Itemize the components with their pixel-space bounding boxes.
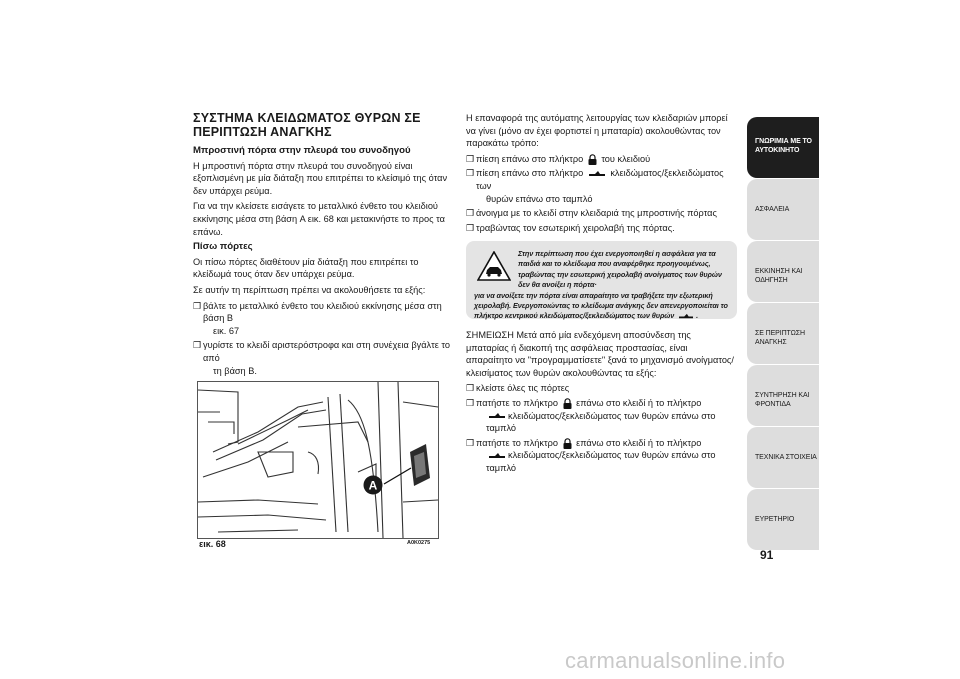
tab-getting-to-know[interactable]: ΓΝΩΡΙΜΙΑ ΜΕ ΤΟ ΑΥΤΟΚΙΝΗΤΟ: [747, 117, 819, 178]
door-lock-switch-icon: [488, 412, 506, 420]
list-item: ❒ βάλτε το μεταλλικό ένθετο του κλειδιού εκκίνησης μέσα στη βάση B εικ. 67: [193, 300, 442, 336]
list-item: ❒ γυρίστε το κλειδί αριστερόστροφα και στη συνέχεια βγάλτε το από τη βάση B.: [193, 340, 451, 376]
warning-box: [466, 241, 737, 319]
figure-caption: εικ. 68: [199, 539, 226, 549]
padlock-icon: [588, 154, 597, 165]
checkbox-bullet-icon: ❒: [466, 437, 475, 448]
tab-emergency[interactable]: ΣΕ ΠΕΡΙΠΤΩΣΗ ΑΝΑΓΚΗΣ: [747, 303, 819, 364]
door-lock-switch-icon: [678, 313, 694, 320]
door-lock-switch-icon: [488, 452, 506, 460]
tab-index[interactable]: ΕΥΡΕΤΗΡΙΟ: [747, 489, 819, 550]
list-item: ❒ πατήστε το πλήκτρο επάνω στο κλειδί ή το πλήκτρο κλειδώματος/ξεκλειδώματος των θυρών επάνω στο ταμπλό: [466, 437, 716, 473]
tab-starting-driving[interactable]: ΕΚΚΙΝΗΣΗ ΚΑΙ ΟΔΗΓΗΣΗ: [747, 241, 819, 302]
tab-safety[interactable]: ΑΣΦΑΛΕΙΑ: [747, 179, 819, 240]
note-section: [466, 329, 736, 477]
left-column: [193, 112, 455, 379]
paragraph: Για να την κλείσετε εισάγετε το μεταλλικό ένθετο του κλειδιού εκκίνησης μέσα στη βάση A εικ. 68 και μετακινήστε το προς τα επάνω.: [193, 201, 445, 237]
checkbox-bullet-icon: ❒: [466, 222, 475, 233]
list-item: ❒ πίεση επάνω στο πλήκτρο του κλειδιού: [466, 153, 651, 164]
page-number: 91: [760, 548, 774, 562]
tab-maintenance[interactable]: ΣΥΝΤΗΡΗΣΗ ΚΑΙ ΦΡΟΝΤΙΔΑ: [747, 365, 819, 426]
door-lock-switch-icon: [588, 170, 606, 178]
paragraph: Σε αυτήν τη περίπτωση πρέπει να ακολουθήσετε τα εξής:: [193, 284, 426, 295]
tab-technical-data[interactable]: ΤΕΧΝΙΚΑ ΣΤΟΙΧΕΙΑ: [747, 427, 819, 488]
checkbox-bullet-icon: ❒: [193, 300, 202, 311]
list-item: ❒ άνοιγμα με το κλειδί στην κλειδαριά της μπροστινής πόρτας: [466, 208, 717, 219]
subheading-rear-doors: Πίσω πόρτες: [193, 241, 253, 253]
list-item: ❒ πατήστε το πλήκτρο επάνω στο κλειδί ή το πλήκτρο κλειδώματος/ξεκλειδώματος των θυρών επάνω στο ταμπλό: [466, 397, 716, 434]
section-heading: ΣΥΣΤΗΜΑ ΚΛΕΙΔΩΜΑΤΟΣ ΘΥΡΩΝ ΣΕ ΠΕΡΙΠΤΩΣΗ ΑΝΑΓΚΗΣ: [193, 111, 421, 139]
latch-slot: [410, 444, 430, 486]
figure-code: A0K0275: [407, 540, 431, 546]
padlock-icon: [563, 438, 572, 449]
callout-a-label: A: [368, 478, 378, 493]
list-item: ❒ τραβώντας τον εσωτερική χειρολαβή της πόρτας.: [466, 222, 675, 233]
chapter-tabs: [747, 117, 819, 551]
checkbox-bullet-icon: ❒: [466, 208, 475, 219]
paragraph: Η μπροστινή πόρτα στην πλευρά του συνοδηγού είναι εξοπλισμένη με μία διάταξη που επιτρέπει το κλείσιμό της όταν δεν υπάρχει ρεύμα.: [193, 160, 448, 196]
warning-text: Στην περίπτωση που έχει ενεργοποιηθεί η ασφάλεια για τα παιδιά και το κλείδωμα που αναφέρθηκε προηγουμένως, τραβώντας την εσωτερική χειρολαβή ανοίγματος των θυρών δεν θα ανοίξει η πόρτα· για να ανοίξετε την πόρτα είναι απαραίτητο να τραβήξετε την εξωτερική χειρολαβή. Ενεργοποιώντας το κλείδωμα ανάγκης δεν απενεργοποιείται το πλήκτρο κεντρικού κλειδώματος/ξεκλειδώματος των θυρών .: [474, 249, 728, 321]
note-paragraph: ΣΗΜΕΙΩΣΗ Μετά από μία ενδεχόμενη αποσύνδεση της μπαταρίας ή διακοπή της ασφάλειας προστασίας, είναι απαραίτητο να "προγραμματίσετε" ξανά το μηχανισμό ανοίγματος/κλεισίματος των θυρών ακολουθώντας τα εξής:: [466, 330, 734, 378]
right-column: [466, 112, 736, 236]
subheading-front-door: Μπροστινή πόρτα στην πλευρά του συνοδηγού: [193, 145, 411, 156]
checkbox-bullet-icon: ❒: [193, 340, 202, 351]
door-latch-illustration: [198, 382, 438, 538]
list-item: ❒ πίεση επάνω στο πλήκτρο κλειδώματος/ξεκλειδώματος των θυρών επάνω στο ταμπλό: [466, 168, 724, 204]
paragraph: Η επαναφορά της αυτόματης λειτουργίας των κλειδαριών μπορεί να γίνει (μόνο αν έχει φορτιστεί η μπαταρία) ακολουθώντας τον παρακάτω τρόπο:: [466, 113, 728, 149]
checkbox-bullet-icon: ❒: [466, 383, 475, 394]
watermark: carmanualsonline.info: [565, 648, 786, 673]
checkbox-bullet-icon: ❒: [466, 153, 475, 164]
list-item: ❒ κλείστε όλες τις πόρτες: [466, 383, 570, 394]
checkbox-bullet-icon: ❒: [466, 397, 475, 408]
paragraph: Οι πίσω πόρτες διαθέτουν μία διάταξη που επιτρέπει το κλείδωμά τους όταν δεν υπάρχει ρεύμα.: [193, 256, 419, 280]
door-latch-figure: [197, 381, 439, 539]
padlock-icon: [563, 398, 572, 409]
checkbox-bullet-icon: ❒: [466, 168, 475, 179]
